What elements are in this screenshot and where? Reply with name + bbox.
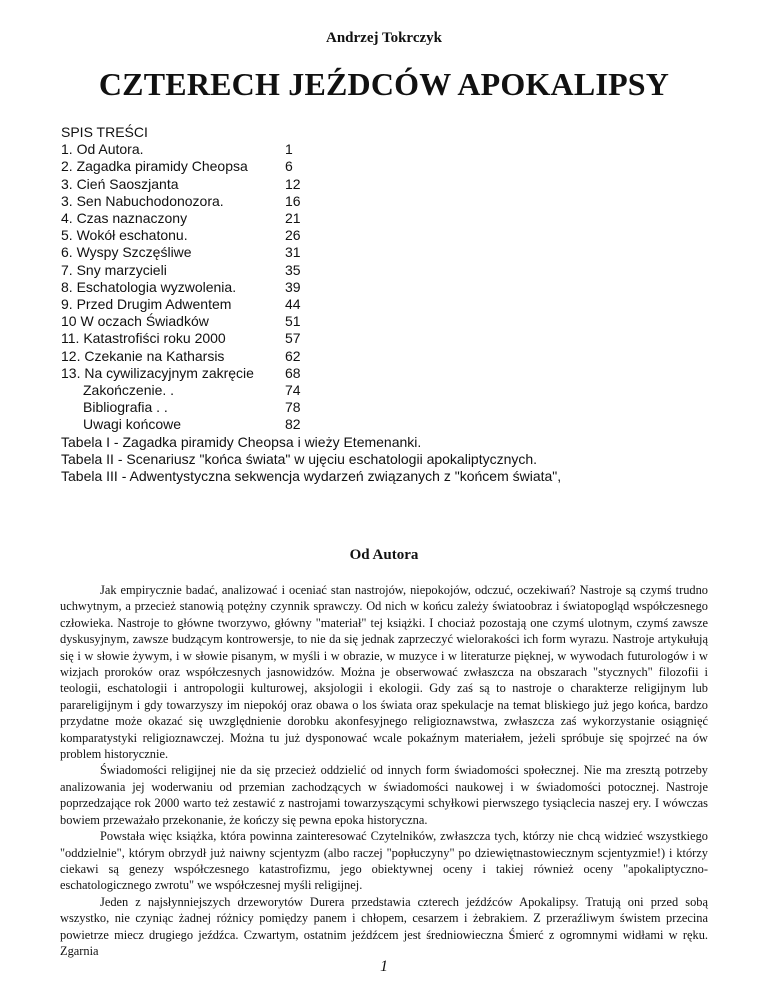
section-title: Od Autora — [349, 547, 419, 563]
toc-entry-page: 62 — [285, 347, 301, 364]
toc-entry — [61, 141, 621, 158]
toc-entry — [61, 296, 621, 313]
toc-entry-page: 26 — [285, 227, 301, 244]
toc-entry-label: 3. Cień Saoszjanta — [61, 175, 179, 192]
toc-entry — [61, 176, 621, 193]
toc-entry — [61, 399, 621, 416]
paragraph: Powstała więc książka, która powinna zainteresować Czytelników, zwłaszcza tych, którzy nie chcą widzieć wszystkiego "oddzielnie", którym obrzydł już naiwny scjentyzm (albo raczej "popłuczyny" po dziewiętnastowiecznym scjentyzmie!) i którzy ciekawi są genezy współczesnego katastrofizmu, jego obiektywnej oceny i takiej również oceny "apokaliptyczno-eschatologicznego zwrotu" we współczesnej myśli religijnej. — [60, 829, 708, 893]
toc-entry — [61, 193, 621, 210]
table-of-contents — [61, 124, 621, 485]
toc-entry — [61, 279, 621, 296]
toc-entry-label: 8. Eschatologia wyzwolenia. — [61, 278, 237, 295]
toc-entry-label: 9. Przed Drugim Adwentem — [61, 296, 232, 313]
paragraph: Jeden z najsłynniejszych drzeworytów Durera przedstawia czterech jeźdźców Apokalipsy. Tratują oni przed sobą wszystko, nie czyniąc żadnej różnicy pomiędzy panem i chłopem, cesarzem i żebrakiem. Z przeraźliwym świstem przecina powietrze miecz drugiego jeźdźca. Czwartym, ostatnim jeźdźcem jest średniowieczna Śmierć z ogromnymi widłami w ręku. Zgarnia — [60, 894, 708, 958]
toc-entry-page: 68 — [285, 364, 301, 381]
toc-entry-label: 1. Od Autora. — [61, 141, 144, 158]
toc-entry-page: 51 — [285, 313, 301, 330]
section-body — [60, 582, 708, 959]
paragraph: Świadomości religijnej nie da się przecież oddzielić od innych form świadomości społecznej. Nie ma zresztą potrzeby analizowania jej woderwaniu od przemian zachodzących w świadomości naukowej i w świadomości potocznej. Nastroje poprzedzające rok 2000 warto też zestawić z nastrojami towarzyszącymi schyłkowi pierwszego tysiąclecia naszej ery. I wówczas bowiem przeważało przekonanie, że kończy się pewna epoka historyczna. — [60, 763, 708, 827]
toc-entry-page: 12 — [285, 175, 301, 192]
toc-table-entry: Tabela I - Zagadka piramidy Cheopsa i wieży Etemenanki. — [61, 433, 422, 450]
toc-entry — [61, 210, 621, 227]
toc-entries — [61, 141, 621, 433]
toc-entry-label: 5. Wokół eschatonu. — [61, 227, 188, 244]
toc-entry — [61, 262, 621, 279]
toc-entry-page: 1 — [285, 141, 293, 158]
toc-table-entry: Tabela III - Adwentystyczna sekwencja wydarzeń związanych z "końcem świata", — [61, 468, 562, 485]
toc-entry — [61, 348, 621, 365]
toc-entry-label: 6. Wyspy Szczęśliwe — [61, 244, 192, 261]
toc-table-entry: Tabela II - Scenariusz "końca świata" w ujęciu eschatologii apokaliptycznych. — [61, 450, 538, 467]
toc-entry-label: Uwagi końcowe — [83, 416, 182, 433]
paragraph: Jak empirycznie badać, analizować i oceniać stan nastrojów, niepokojów, odczuć, oczekiwań? Nastroje są czymś trudno uchwytnym, a przecież stanowią potężny czynnik sprawczy. Od nich w końcu zależy światoobraz i światopogląd współczesnego człowieka. Nastroje to główne tworzywo, główny "materiał" tej książki. I chociaż pozostają one czymś ulotnym, czymś zawsze dyskusyjnym, zawsze budzącym kontrowersje, to nie da się jednak zaprzeczyć wielorakości ich form wyrazu. Nastroje artykułują się i w słowie żywym, i w słowie pisanym, w myśli i w obrazie, w muzyce i w literaturze pięknej, w wywodach futurologów i w wizjach proroków oraz współczesnych jasnowidzów. Można je obserwować zwłaszcza na obszarach "stycznych" filozofii i teologii, eschatologii i antropologii kulturowej, aksjologii i ekologii. Gdy zaś są to nastroje o charakterze religijnym lub parareligijnym i gdy towarzyszy im niepokój oraz obawa o los świata oraz spekulacje na temat bliskiego już jego końca, bardzo przydatne może okazać się uwzględnienie dorobku akonfesyjnego religioznawstwa, zwłaszcza zaś wykorzystanie osiągnięć komparatystyki religioznawczej. Można tu już dysponować wcale pokaźnym materiałem, jeżeli spróbuje się spojrzeć na ów problem historycznie. — [60, 583, 708, 762]
toc-entry-label: 2. Zagadka piramidy Cheopsa — [61, 158, 248, 175]
toc-entry — [61, 158, 621, 175]
toc-entry-label: Bibliografia . . — [83, 399, 168, 416]
toc-entry — [61, 227, 621, 244]
book-title: CZTERECH JEŹDCÓW APOKALIPSY — [98, 66, 670, 102]
toc-entry — [61, 313, 621, 330]
toc-entry-page: 74 — [285, 382, 301, 399]
toc-tables — [61, 434, 621, 486]
toc-entry-page: 44 — [285, 296, 301, 313]
toc-entry-label: Zakończenie. . — [83, 382, 175, 399]
toc-entry-label: 11. Katastrofiści roku 2000 — [61, 330, 226, 347]
page-number: 1 — [380, 958, 388, 975]
toc-entry-label: 13. Na cywilizacyjnym zakręcie — [61, 364, 254, 381]
toc-entry-page: 31 — [285, 244, 301, 261]
author-name: Andrzej Tokrczyk — [326, 30, 442, 46]
toc-entry-page: 82 — [285, 416, 301, 433]
toc-entry — [61, 382, 621, 399]
toc-entry-page: 16 — [285, 192, 301, 209]
toc-entry-label: 7. Sny marzycieli — [61, 261, 167, 278]
toc-entry — [61, 365, 621, 382]
toc-entry — [61, 244, 621, 261]
toc-entry-page: 21 — [285, 210, 301, 227]
toc-heading: SPIS TREŚCI — [61, 124, 148, 140]
toc-entry-page: 6 — [285, 158, 293, 175]
toc-entry-label: 10 W oczach Świadków — [61, 313, 209, 330]
toc-entry-label: 12. Czekanie na Katharsis — [61, 347, 225, 364]
toc-entry-page: 39 — [285, 278, 301, 295]
toc-entry-page: 35 — [285, 261, 301, 278]
toc-entry-page: 78 — [285, 399, 301, 416]
toc-entry-label: 4. Czas naznaczony — [61, 210, 188, 227]
toc-entry-label: 3. Sen Nabuchodonozora. — [61, 192, 224, 209]
toc-entry-page: 57 — [285, 330, 301, 347]
toc-entry — [61, 416, 621, 433]
toc-entry — [61, 330, 621, 347]
